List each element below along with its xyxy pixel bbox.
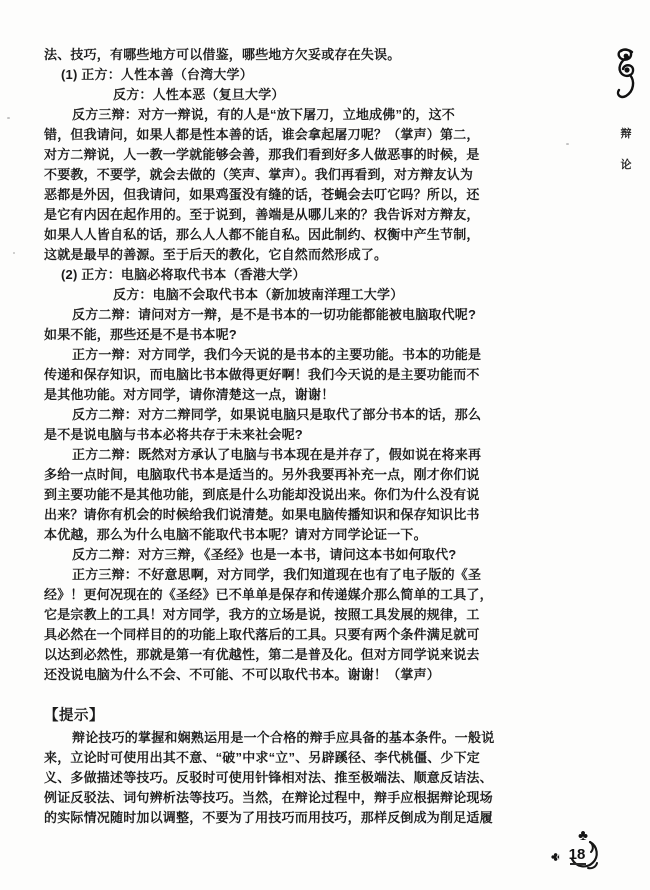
- club-icon: ♣: [578, 828, 588, 844]
- text-line: 传递和保存知识，而电脑比书本做得更好啊！我们今天说的是主要功能而不: [44, 367, 480, 382]
- text-line: 是不是说电脑与书本必将共存于未来社会呢?: [44, 427, 303, 442]
- text-line: 如果人人皆自私的话，那么人人都不能自私。因此制约、权衡中产生节制，: [44, 227, 480, 242]
- text-line: 这就是最早的善源。至于后天的教化，它自然而然形成了。: [44, 247, 388, 262]
- scan-speck: [7, 117, 10, 119]
- text-line: 反方二辩：请问对方一辩，是不是书本的一切功能都能被电脑取代呢?: [72, 307, 477, 322]
- text-line: 多给一点时间，电脑取代书本是适当的。另外我要再补充一点，刚才你们说: [44, 467, 480, 482]
- text-line: (2) 正方：电脑必将取代书本（香港大学）: [61, 267, 306, 282]
- text-line: 是其他功能。对方同学，请你清楚这一点，谢谢！: [44, 387, 335, 402]
- text-line: 反方：电脑不会取代书本（新加坡南洋理工大学）: [113, 287, 404, 302]
- hint-section-body: [44, 728, 495, 828]
- chapter-title-char-1: 辩: [620, 128, 632, 140]
- scan-speck: [566, 143, 569, 145]
- hint-section-heading: 【提示】: [44, 708, 104, 724]
- text-line: 正方一辩：对方同学，我们今天说的是书本的主要功能。书本的功能是: [72, 347, 482, 362]
- text-line: 反方二辩：对方二辩同学，如果说电脑只是取代了部分书本的话，那么: [72, 407, 482, 422]
- text-line: 它是宗教上的工具！对方同学，我方的立场是说，按照工具发展的规律，工: [44, 607, 480, 622]
- text-line: 不要教，不要学，就会去做的（笑声、掌声）。我们再看到，对方辩友认为: [44, 167, 474, 182]
- text-line: 本优越，那么为什么电脑不能取代书本呢？请对方同学论证一下。: [44, 527, 427, 542]
- text-line: 到主要功能不是其他功能，到底是什么功能却没说出来。你们为什么没有说: [44, 487, 480, 502]
- chapter-title-char-2: 论: [620, 159, 632, 171]
- text-line: 反方：人性本恶（复旦大学）: [113, 87, 285, 102]
- text-line: 经》！更何况现在的《圣经》已不单单是保存和传递媒介那么简单的工具了，: [44, 587, 493, 602]
- text-line: 辩论技巧的掌握和娴熟运用是一个合格的辩手应具备的基本条件。一般说: [72, 730, 495, 745]
- text-line: 正方三辩：不好意思啊，对方同学，我们知道现在也有了电子版的《圣: [72, 567, 482, 582]
- text-line: 出来？请你有机会的时候给我们说清楚。如果电脑传播知识和保存知识比书: [44, 507, 480, 522]
- chapter-sidebar: [608, 46, 644, 171]
- page-number: 18: [568, 846, 586, 863]
- text-line: 具必然在一个同样目的的功能上取代落后的工具。只要有两个条件满足就可: [44, 627, 480, 642]
- page-number-ornament: [546, 828, 612, 882]
- text-line: 还没说电脑为什么不会、不可能、不可以取代书本。谢谢！（掌声）: [44, 667, 441, 682]
- text-line: 错，但我请问，如果人都是性本善的话，谁会拿起屠刀呢？（掌声）第二，: [44, 127, 480, 142]
- text-line: 反方二辩：对方三辩，《圣经》也是一本书，请问这本书如何取代?: [72, 547, 457, 562]
- text-line: 反方三辩：对方一辩说，有的人是“放下屠刀，立地成佛”的，这不: [72, 107, 456, 122]
- flourish-ornament-icon: [613, 46, 639, 102]
- text-line: 恶都是外因，但我请问，如果鸡蛋没有缝的话，苍蝇会去叮它吗？所以，还: [44, 187, 480, 202]
- main-text-block: [44, 45, 495, 828]
- text-line: (1) 正方：人性本善（台湾大学）: [61, 67, 253, 82]
- text-line: 法、技巧，有哪些地方可以借鉴，哪些地方欠妥或存在失误。: [44, 47, 401, 62]
- scan-speck: [13, 252, 15, 254]
- debate-transcript-section: [44, 45, 493, 685]
- text-line: 正方二辩：既然对方承认了电脑与书本现在是并存了，假如说在将来再: [72, 447, 482, 462]
- text-line: 例证反驳法、词句辨析法等技巧。当然，在辩论过程中，辩手应根据辩论现场: [44, 790, 493, 805]
- text-line: 是它有内因在起作用的。至于说到，善端是从哪儿来的？我告诉对方辩友，: [44, 207, 480, 222]
- section-gap: [44, 685, 464, 706]
- text-line: 以达到必然性，那就是第一有优越性，第二是普及化。但对方同学说来说去: [44, 647, 480, 662]
- text-line: 来，立论时可使用出其不意、“破”中求“立”、另辟蹊径、李代桃僵、少下定: [44, 750, 481, 765]
- club-icon: ♣: [547, 852, 562, 862]
- text-line: 如果不能，那些还是不是书本呢?: [44, 327, 237, 342]
- text-line: 的实际情况随时加以调整，不要为了用技巧而用技巧，那样反倒成为削足适履: [44, 810, 493, 825]
- ornament-caption-mark: [570, 863, 586, 865]
- text-line: 义、多做描述等技巧。反驳时可使用针锋相对法、推至极端法、顺意反诘法、: [44, 770, 493, 785]
- text-line: 对方二辩说，人一教一学就能够会善，那我们看到好多人做恶事的时候，是: [44, 147, 480, 162]
